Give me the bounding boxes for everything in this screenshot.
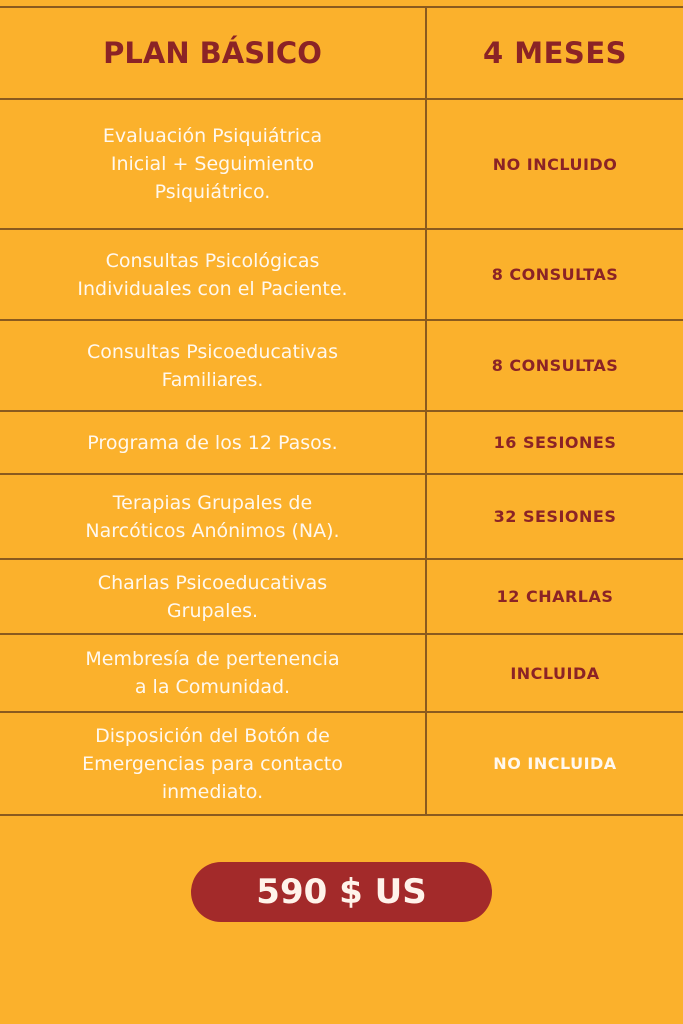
price-badge: 590 $ US [191, 862, 492, 922]
service-value: 32 SESIONES [493, 507, 617, 526]
service-label: Terapias Grupales de Narcóticos Anónimos (NA). [85, 491, 340, 542]
service-value: 8 CONSULTAS [491, 265, 619, 284]
table-row [0, 713, 683, 816]
service-value: 16 SESIONES [493, 433, 617, 452]
service-value: NO INCLUIDA [493, 754, 617, 773]
table-row [0, 230, 683, 321]
table-row [0, 321, 683, 412]
service-value: 12 CHARLAS [496, 587, 614, 606]
table-row [0, 412, 683, 475]
service-value: 8 CONSULTAS [491, 356, 619, 375]
service-label: Charlas Psicoeducativas Grupales. [97, 571, 328, 622]
service-label: Disposición del Botón de Emergencias para contacto inmediato. [82, 724, 343, 803]
service-label: Consultas Psicológicas Individuales con el Paciente. [77, 249, 348, 300]
service-label: Evaluación Psiquiátrica Inicial + Seguimiento Psiquiátrico. [102, 125, 323, 203]
plan-title: PLAN BÁSICO [0, 8, 427, 98]
plan-duration: 4 MESES [482, 36, 628, 70]
table-header-row [0, 8, 683, 100]
table-row [0, 560, 683, 635]
service-label: Programa de los 12 Pasos. [87, 431, 338, 454]
plan-table [0, 6, 683, 816]
service-value: INCLUIDA [510, 663, 600, 683]
table-row [0, 475, 683, 560]
table-row [0, 635, 683, 713]
service-label: Membresía de pertenencia a la Comunidad. [85, 648, 340, 698]
service-label: Consultas Psicoeducativas Familiares. [87, 340, 338, 391]
table-row [0, 100, 683, 230]
service-value: NO INCLUIDO [492, 154, 618, 174]
